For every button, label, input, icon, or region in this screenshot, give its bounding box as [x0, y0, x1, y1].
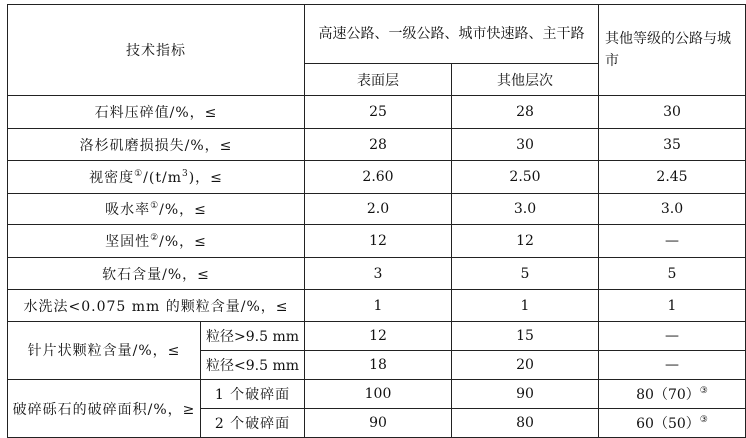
table-row [8, 194, 746, 225]
cell-surface: 18 [305, 351, 452, 380]
header-row [8, 5, 746, 64]
cell-other: 2.50 [452, 161, 599, 194]
cell-other: 80 [452, 409, 599, 438]
row-label: 洛杉矶磨损损失/%，≤ [8, 129, 305, 161]
cell-low: — [599, 225, 746, 258]
label-text: /%，≤ [159, 202, 207, 218]
table-row [8, 96, 746, 129]
cell-low: 30 [599, 96, 746, 129]
table-row [8, 380, 746, 409]
cell-other: 20 [452, 351, 599, 380]
row-label [8, 194, 305, 225]
row-label [8, 225, 305, 258]
header-surface: 表面层 [305, 64, 452, 96]
cell-low [599, 409, 746, 438]
sub-label: 1 个破碎面 [201, 380, 305, 409]
cell-low: 2.45 [599, 161, 746, 194]
cell-low: 5 [599, 258, 746, 290]
label-text: 坚固性 [105, 234, 151, 250]
cell-surface: 1 [305, 290, 452, 322]
aggregate-quality-table [7, 4, 746, 438]
label-text: 视密度 [89, 170, 135, 186]
cell-other: 5 [452, 258, 599, 290]
cell-low: 3.0 [599, 194, 746, 225]
header-other-layers: 其他层次 [452, 64, 599, 96]
table-row [8, 161, 746, 194]
cell-surface: 12 [305, 322, 452, 351]
table-row [8, 225, 746, 258]
cell-surface: 28 [305, 129, 452, 161]
table-row [8, 322, 746, 351]
sub-label: 粒径>9.5 mm [201, 322, 305, 351]
cell-surface: 25 [305, 96, 452, 129]
cell-low: — [599, 351, 746, 380]
cell-surface: 3 [305, 258, 452, 290]
cell-surface: 100 [305, 380, 452, 409]
header-indicator: 技术指标 [8, 5, 305, 96]
unit-exponent: 3 [181, 169, 189, 179]
cell-surface: 2.60 [305, 161, 452, 194]
cell-surface: 2.0 [305, 194, 452, 225]
footnote-mark: ③ [699, 386, 708, 396]
cell-other: 3.0 [452, 194, 599, 225]
cell-low: 1 [599, 290, 746, 322]
crushed-group-label: 破碎砾石的破碎面积/%，≥ [8, 380, 201, 438]
label-text: /(t/m [143, 170, 182, 186]
row-label: 石料压碎值/%，≤ [8, 96, 305, 129]
footnote-mark: ② [150, 233, 160, 243]
footnote-mark: ③ [699, 415, 708, 425]
cell-other: 12 [452, 225, 599, 258]
footnote-mark: ① [150, 201, 160, 211]
sub-label: 粒径<9.5 mm [201, 351, 305, 380]
cell-other: 30 [452, 129, 599, 161]
table-row [8, 129, 746, 161]
value-text: 80（70） [636, 387, 700, 403]
cell-other: 28 [452, 96, 599, 129]
table-row [8, 290, 746, 322]
sub-label: 2 个破碎面 [201, 409, 305, 438]
label-text: )，≤ [188, 170, 223, 186]
row-label [8, 161, 305, 194]
cell-surface: 90 [305, 409, 452, 438]
header-group-high: 高速公路、一级公路、城市快速路、主干路 [305, 5, 599, 64]
cell-other: 15 [452, 322, 599, 351]
row-label: 水洗法<0.075 mm 的颗粒含量/%，≤ [8, 290, 305, 322]
header-group-other: 其他等级的公路与城市 [599, 5, 746, 96]
table-row [8, 258, 746, 290]
footnote-mark: ① [134, 169, 144, 179]
cell-low [599, 380, 746, 409]
label-text: /%，≤ [159, 234, 207, 250]
row-label: 软石含量/%，≤ [8, 258, 305, 290]
cell-other: 1 [452, 290, 599, 322]
cell-other: 90 [452, 380, 599, 409]
cell-surface: 12 [305, 225, 452, 258]
value-text: 60（50） [636, 416, 700, 432]
flaky-group-label: 针片状颗粒含量/%，≤ [8, 322, 201, 380]
label-text: 吸水率 [105, 202, 151, 218]
cell-low: — [599, 322, 746, 351]
cell-low: 35 [599, 129, 746, 161]
